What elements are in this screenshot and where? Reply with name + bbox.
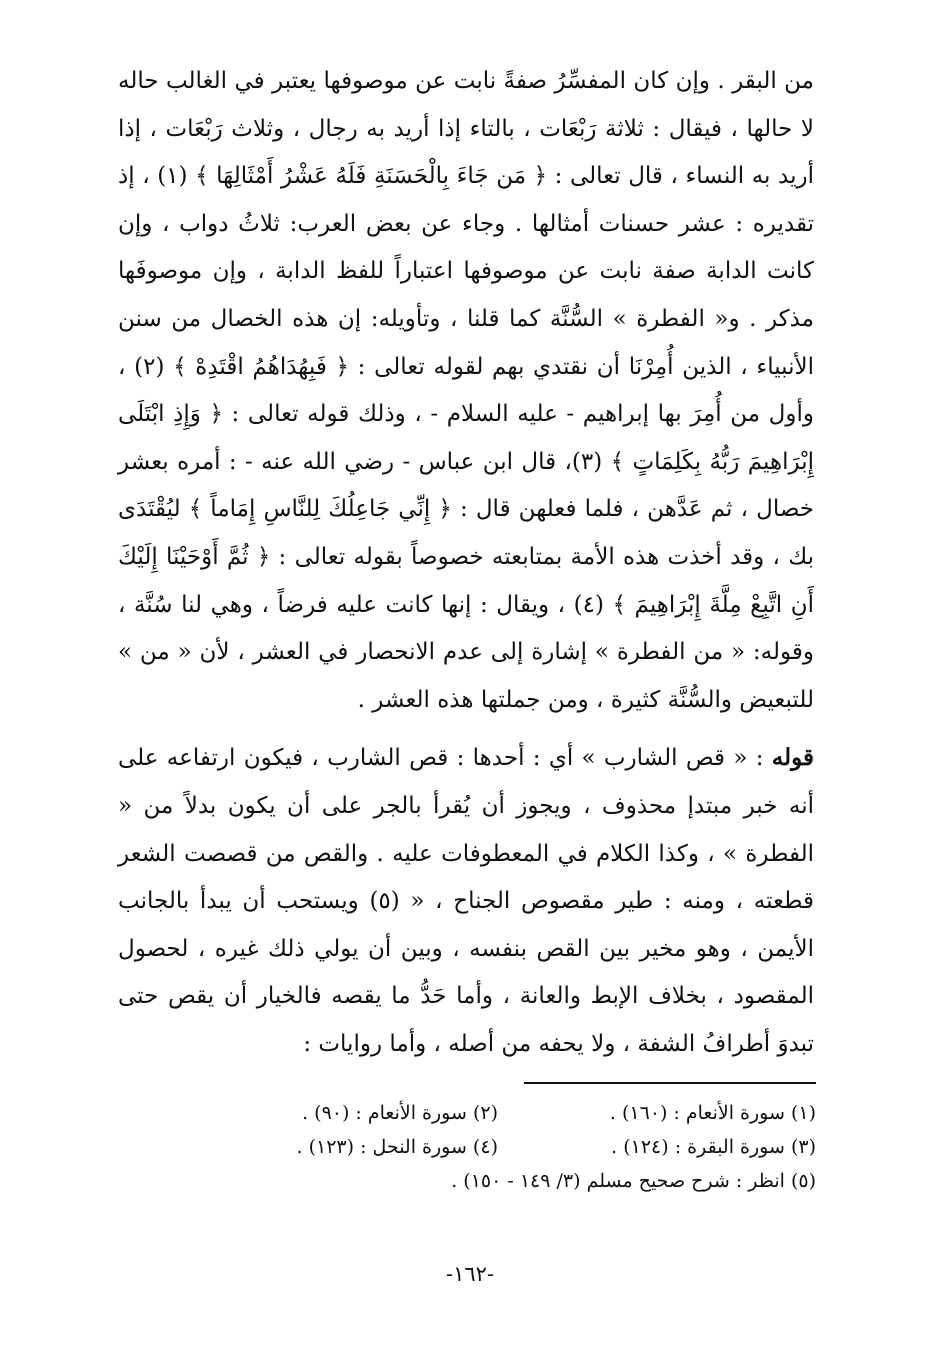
main-text [118,58,814,1068]
footnote-row [190,1096,816,1130]
footnote-4: (٤) سورة النحل : (١٢٣) . [296,1136,498,1158]
footnote-5: (٥) انظر : شرح صحيح مسلم (٣/ ١٤٩ - ١٥٠) . [451,1170,816,1192]
footnote-1: (١) سورة الأنعام : (١٦٠) . [609,1102,816,1124]
paragraph-1: من البقر . وإن كان المفسِّرُ صفةً نابت عن موصوفها يعتبر في الغالب حاله لا حالها ، فيقال : ثلاثة رَبْعَات ، بالتاء إذا أريد به رجال ، وثلاث رَبْعَات ، إذا أريد به النساء ، قال تعالى : ﴿ مَن جَاءَ بِالْحَسَنَةِ فَلَهُ عَشْرُ أَمْثَالِهَا ﴾ (١) ، إذ تقديره : عشر حسنات أمثالها . وجاء عن بعض العرب: ثلاثُ دواب ، وإن كانت الدابة صفة نابت عن موصوفها اعتباراً للفظ الدابة ، وإن موصوفَها مذكر . و« الفطرة » السُّنَّة كما قلنا ، وتأويله: إن هذه الخصال من سنن الأنبياء ، الذين أُمِرْنَا أن نقتدي بهم لقوله تعالى : ﴿ فَبِهُدَاهُمُ اقْتَدِهْ ﴾ (٢) ، وأول من أُمِرَ بها إبراهيم - عليه السلام - ، وذلك قوله تعالى : ﴿ وَإِذِ ابْتَلَى إِبْرَاهِيمَ رَبُّهُ بِكَلِمَاتٍ ﴾ (٣)، قال ابن عباس - رضي الله عنه - : أمره بعشر خصال ، ثم عَدَّهن ، فلما فعلهن قال : ﴿ إِنِّي جَاعِلُكَ لِلنَّاسِ إِمَاماً ﴾ ليُقْتَدَى بك ، وقد أخذت هذه الأمة بمتابعته خصوصاً بقوله تعالى : ﴿ ثُمَّ أَوْحَيْنَا إِلَيْكَ أَنِ اتَّبِعْ مِلَّةَ إِبْرَاهِيمَ ﴾ (٤) ، ويقال : إنها كانت عليه فرضاً ، وهي لنا سُنَّة ، وقوله: « من الفطرة » إشارة إلى عدم الانحصار في العشر ، لأن « من » للتبعيض والسُّنَّة كثيرة ، ومن جملتها هذه العشر . [118,68,815,713]
paragraph-2 [118,734,814,1068]
footnote-2: (٢) سورة الأنعام : (٩٠) . [302,1102,498,1124]
page-number: -١٦٢- [445,1262,495,1286]
footnote-divider [524,1082,816,1084]
footnote-row [190,1164,816,1198]
paragraph-2-text: : « قص الشارب » أي : أحدها : قص الشارب ، فيكون ارتفاعه على أنه خبر مبتدإ محذوف ، ويجوز أن يُقرأ بالجر على أن يكون بدلاً من « الفطرة » ، وكذا الكلام في المعطوفات عليه . والقص من قصصت الشعر قطعته ، ومنه : طير مقصوص الجناح ، « (٥) ويستحب أن يبدأ بالجانب الأيمن ، وهو مخير بين القص بنفسه ، وبين أن يولي ذلك غيره ، لحصول المقصود ، بخلاف الإبط والعانة ، وأما حَدُّ ما يقصه فالخيار أن يقص حتى تبدوَ أطرافُ الشفة ، ولا يحفه من أصله ، وأما روايات : [118,745,814,1057]
footnote-3: (٣) سورة البقرة : (١٢٤) . [611,1136,816,1158]
paragraph-2-label: قوله [771,744,814,772]
footnotes [190,1096,816,1198]
footnote-row [190,1130,816,1164]
